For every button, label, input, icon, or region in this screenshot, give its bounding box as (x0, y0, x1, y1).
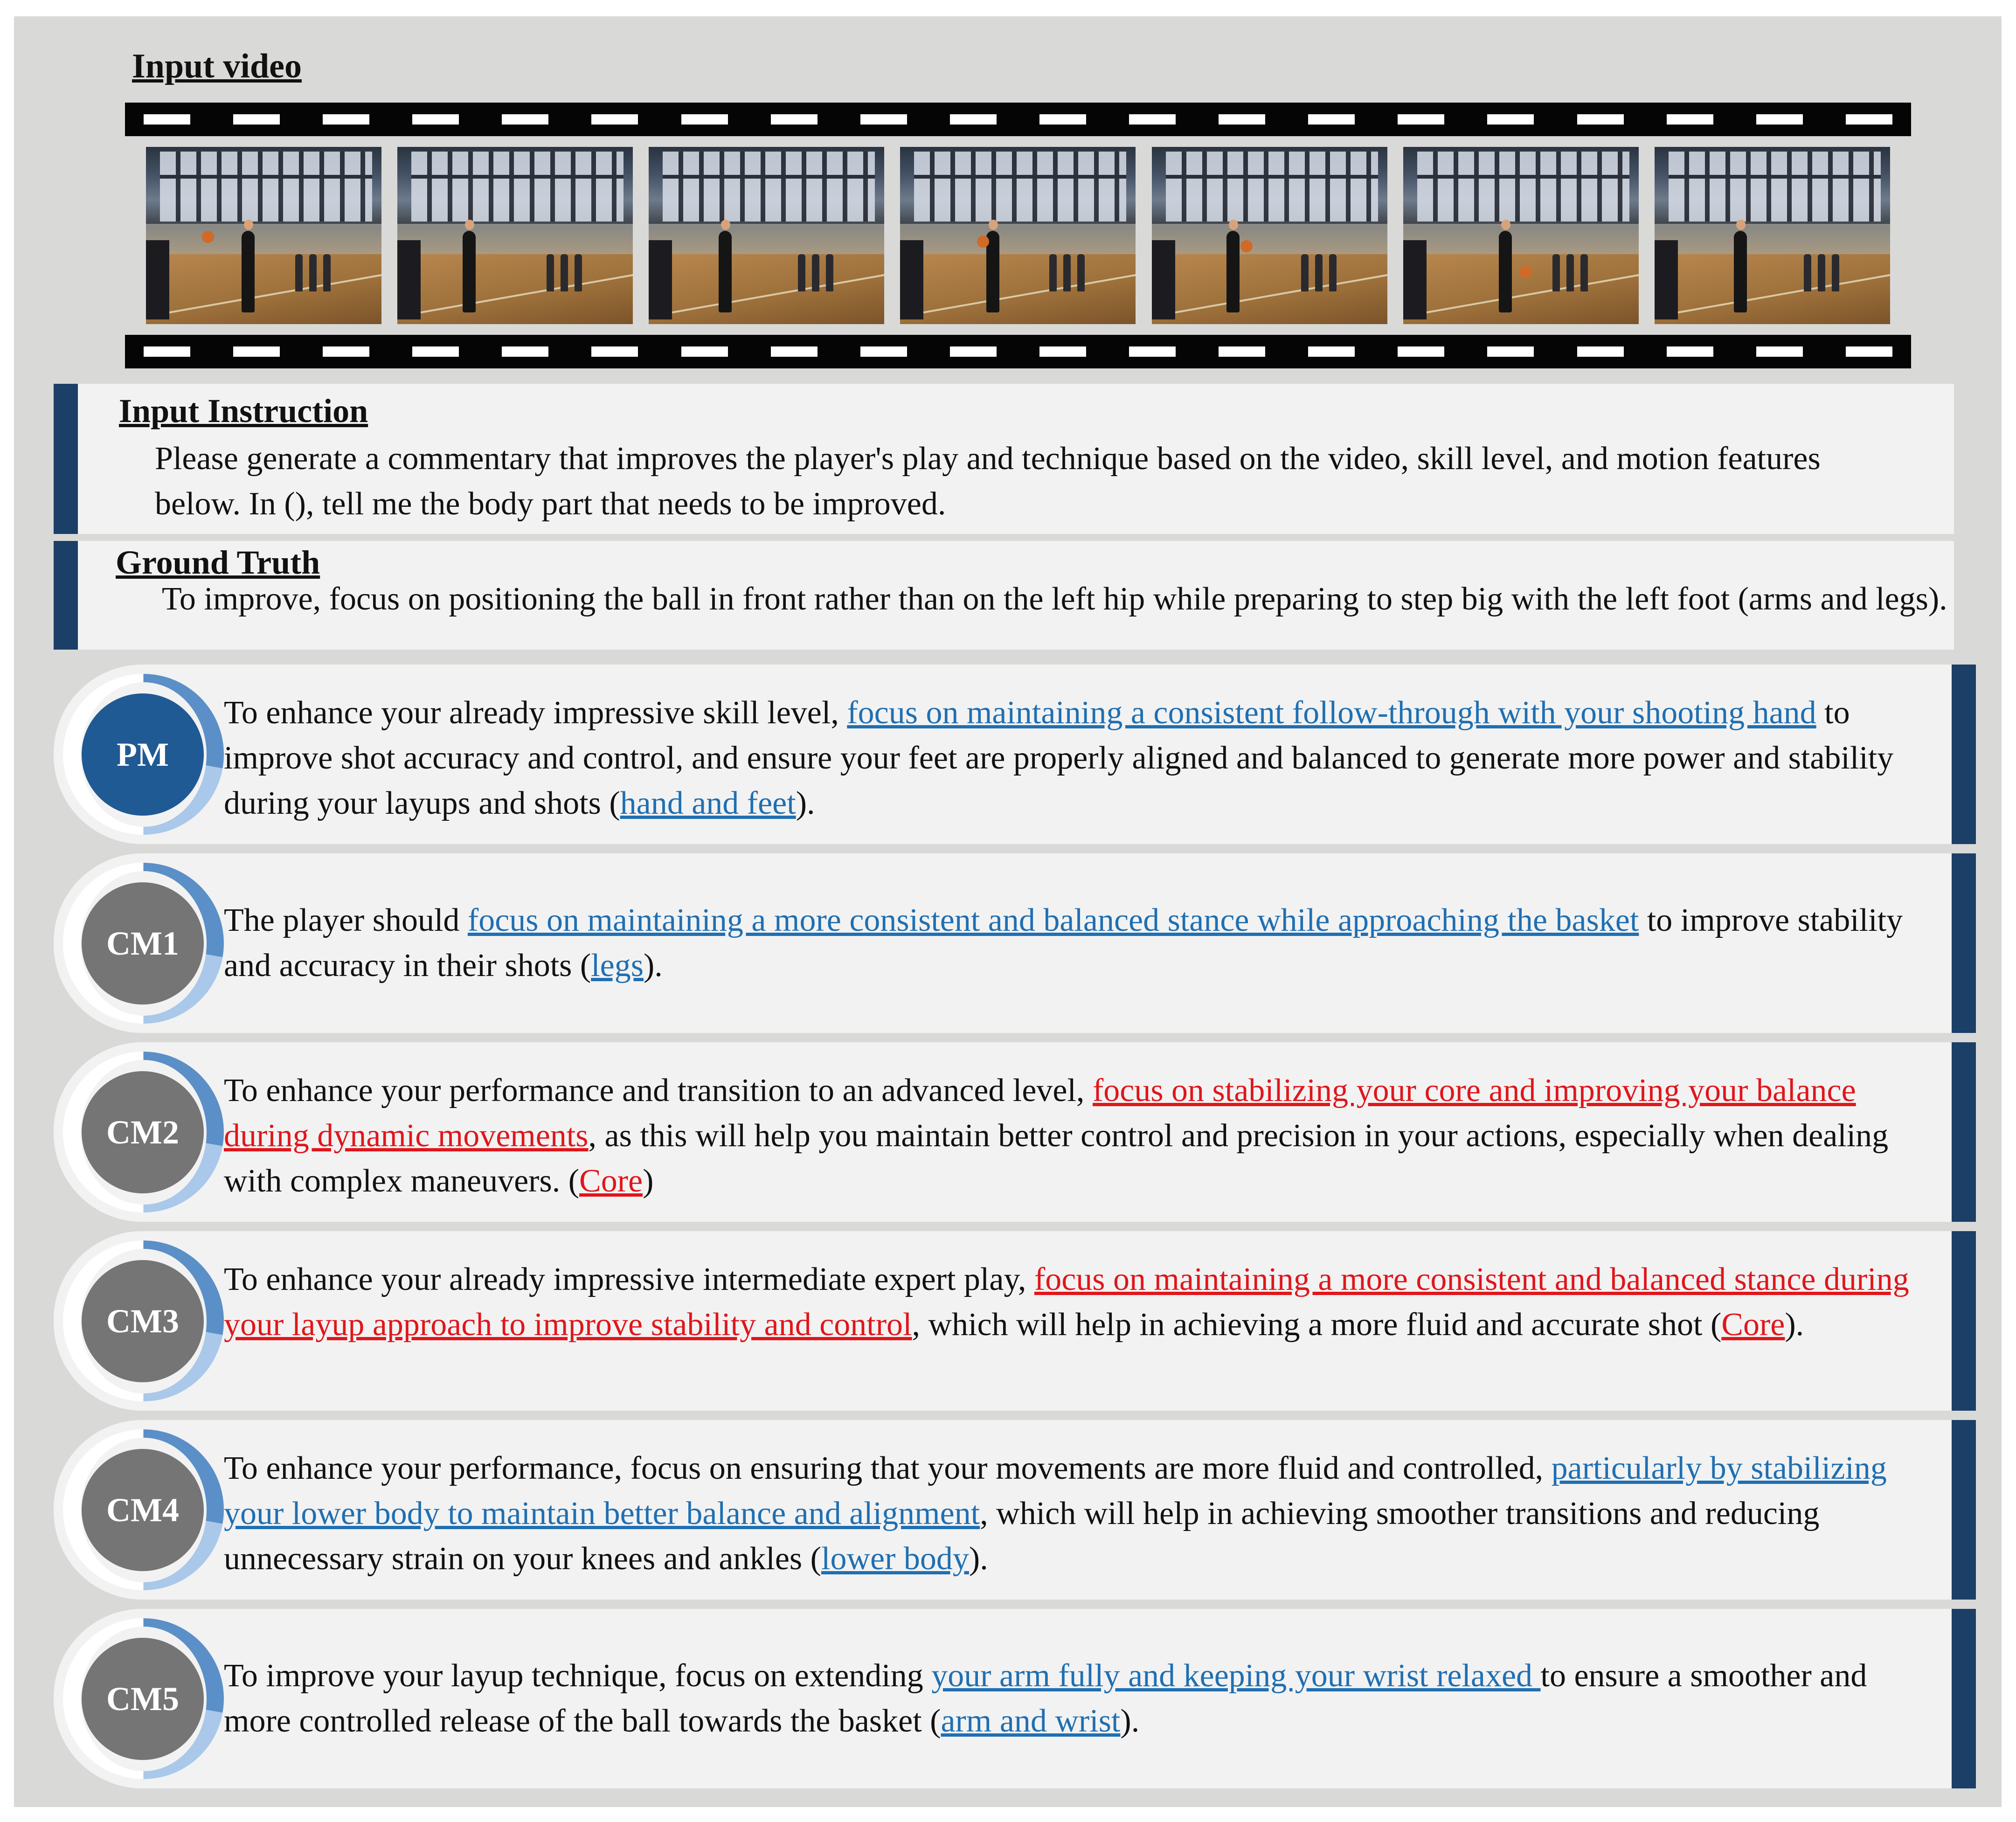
model-output-text (224, 1446, 1933, 1581)
ground-truth-text: To improve, focus on positioning the ball in front rather than on the left hip while preparing to step big with the left foot (arms and legs). (162, 581, 1947, 617)
sprocket-hole (860, 346, 907, 357)
text-segment: To enhance your performance, focus on ensuring that your movements are more fluid and controlled, (224, 1450, 1552, 1486)
text-segment: ). (1120, 1703, 1140, 1739)
text-segment: To enhance your already impressive intermediate expert play, (224, 1261, 1034, 1297)
model-output-text (224, 1068, 1933, 1204)
video-frame (649, 147, 884, 324)
highlighted-segment: particularly by stabilizing your lower body to maintain better balance and alignment (224, 1450, 1887, 1531)
video-frame (397, 147, 633, 324)
text-segment: , as this will help you maintain better control and precision in your actions, especially when dealing with complex maneuvers. ( (224, 1118, 1889, 1199)
gym-windows (1669, 152, 1881, 222)
gym-side-wall (1152, 240, 1175, 319)
highlighted-segment: lower body (821, 1541, 969, 1577)
model-row-cm3 (54, 1231, 1952, 1411)
sprocket-hole (681, 114, 728, 125)
sprocket-hole (233, 346, 280, 357)
instruction-accent-bar (54, 384, 78, 534)
sprocket-hole (1219, 114, 1265, 125)
sprocket-hole (1308, 346, 1355, 357)
gym-side-wall (146, 240, 169, 319)
gym-windows (1417, 152, 1629, 222)
filmstrip (125, 103, 1911, 368)
sprocket-hole (1846, 346, 1892, 357)
gym-window-frame (914, 175, 1126, 179)
model-row-pm (54, 665, 1952, 844)
sprocket-hole (1129, 114, 1176, 125)
gym-windows (663, 152, 875, 222)
spectator (1063, 254, 1071, 291)
model-row-accent-bar (1952, 1420, 1976, 1600)
sprocket-hole (1577, 114, 1624, 125)
sprocket-hole (502, 114, 548, 125)
text-segment: ). (1785, 1307, 1804, 1343)
highlighted-segment: focus on stabilizing your core and improving your balance during dynamic movements (224, 1073, 1856, 1154)
spectator (1049, 254, 1057, 291)
gym-side-wall (649, 240, 672, 319)
spectator (1301, 254, 1309, 291)
sprocket-hole (1398, 346, 1444, 357)
basketball-player (242, 231, 255, 312)
gym-window-frame (1669, 175, 1881, 179)
gym-wall (1655, 224, 1890, 256)
spectator (1566, 254, 1574, 291)
model-row-cm5 (54, 1609, 1952, 1788)
model-output-text (224, 898, 1933, 988)
gym-window-frame (160, 175, 372, 179)
text-segment: ). (969, 1541, 988, 1577)
gym-windows (914, 152, 1126, 222)
input-instruction-text: Please generate a commentary that improves the player's play and technique based on the video, skill level, and motion features below. In (), tell me the body part that needs to be improved. (155, 441, 1821, 522)
highlighted-segment: arm and wrist (941, 1703, 1121, 1739)
model-badge: CM4 (82, 1449, 204, 1571)
model-row-accent-bar (1952, 1042, 1976, 1222)
model-badge: CM5 (82, 1638, 204, 1760)
text-segment: ) (643, 1163, 654, 1199)
input-instruction-box (54, 384, 1954, 534)
video-frame (146, 147, 381, 324)
gym-window-frame (663, 175, 875, 179)
sprocket-hole (144, 114, 190, 125)
spectator (798, 254, 805, 291)
gym-floor (649, 254, 884, 324)
text-segment: To improve your layup technique, focus on extending (224, 1658, 932, 1694)
sprocket-hole (1846, 114, 1892, 125)
spectator (1832, 254, 1839, 291)
spectator (1804, 254, 1811, 291)
spectator (1818, 254, 1825, 291)
highlighted-segment: focus on maintaining a consistent follow-through with your shooting hand (847, 695, 1816, 731)
gym-side-wall (1655, 240, 1678, 319)
sprocket-hole (950, 346, 997, 357)
sprocket-holes-top (144, 114, 1892, 125)
gym-windows (1166, 152, 1378, 222)
highlighted-segment: legs (591, 948, 644, 984)
gym-side-wall (1403, 240, 1427, 319)
sprocket-hole (771, 114, 817, 125)
text-segment: ). (643, 948, 663, 984)
model-badge: PM (82, 693, 204, 816)
gym-wall (397, 224, 633, 256)
sprocket-hole (1219, 346, 1265, 357)
basketball-player (1499, 231, 1512, 312)
sprocket-hole (323, 114, 369, 125)
sprocket-holes-bottom (144, 346, 1892, 357)
video-frame (900, 147, 1136, 324)
spectator (812, 254, 819, 291)
text-segment: to improve stability and accuracy in their shots ( (224, 902, 1903, 984)
sprocket-hole (1487, 114, 1534, 125)
ground-truth-title: Ground Truth (116, 544, 320, 581)
input-video-title: Input video (132, 47, 302, 85)
spectator (826, 254, 833, 291)
gym-wall (1403, 224, 1639, 256)
video-frame (1152, 147, 1387, 324)
text-segment: To enhance your performance and transition to an advanced level, (224, 1073, 1093, 1108)
gym-wall (649, 224, 884, 256)
model-row-cm2 (54, 1042, 1952, 1222)
gym-floor (900, 254, 1136, 324)
gym-floor (1152, 254, 1387, 324)
basketball (1520, 266, 1532, 278)
gym-wall (146, 224, 381, 256)
filmstrip-top-band (125, 103, 1911, 136)
basketball (1240, 240, 1253, 252)
highlighted-segment: hand and feet (620, 785, 796, 821)
model-output-text (224, 690, 1933, 826)
input-instruction-title: Input Instruction (119, 392, 368, 430)
text-segment: , which will help in achieving a more fluid and accurate shot ( (912, 1307, 1722, 1343)
spectator (323, 254, 331, 291)
sprocket-hole (1129, 346, 1176, 357)
sprocket-hole (144, 346, 190, 357)
model-row-cm1 (54, 853, 1952, 1033)
spectator (309, 254, 317, 291)
gym-windows (411, 152, 624, 222)
text-segment: to improve shot accuracy and control, and ensure your feet are properly aligned and balanced to generate more power and stability during your layups and shots ( (224, 695, 1894, 821)
sprocket-hole (1398, 114, 1444, 125)
gym-floor (146, 254, 381, 324)
video-frame (1655, 147, 1890, 324)
sprocket-hole (1667, 114, 1713, 125)
gym-window-frame (1417, 175, 1629, 179)
spectator (561, 254, 568, 291)
spectator (1329, 254, 1337, 291)
gym-floor (397, 254, 633, 324)
basketball-player (463, 231, 476, 312)
sprocket-hole (771, 346, 817, 357)
video-frame (1403, 147, 1639, 324)
model-output-text (224, 1653, 1933, 1744)
sprocket-hole (412, 114, 459, 125)
gym-side-wall (397, 240, 421, 319)
gym-window-frame (411, 175, 624, 179)
model-badge: CM3 (82, 1260, 204, 1382)
sprocket-hole (1667, 346, 1713, 357)
model-output-text (224, 1257, 1933, 1347)
spectator (547, 254, 554, 291)
model-row-cm4 (54, 1420, 1952, 1600)
sprocket-hole (233, 114, 280, 125)
sprocket-hole (502, 346, 548, 357)
basketball-player (1734, 231, 1747, 312)
gym-windows (160, 152, 372, 222)
gym-wall (900, 224, 1136, 256)
text-segment: To enhance your already impressive skill level, (224, 695, 847, 731)
sprocket-hole (860, 114, 907, 125)
gym-window-frame (1166, 175, 1378, 179)
highlighted-segment: focus on maintaining a more consistent and balanced stance during your layup approach to improve stability and control (224, 1261, 1909, 1343)
text-segment: The player should (224, 902, 468, 938)
text-segment: ). (796, 785, 815, 821)
highlighted-segment: Core (579, 1163, 643, 1199)
spectator (295, 254, 303, 291)
spectator (1552, 254, 1560, 291)
sprocket-hole (950, 114, 997, 125)
sprocket-hole (1756, 114, 1803, 125)
sprocket-hole (1487, 346, 1534, 357)
model-row-accent-bar (1952, 853, 1976, 1033)
model-row-accent-bar (1952, 1609, 1976, 1788)
gym-floor (1403, 254, 1639, 324)
basketball-player (719, 231, 732, 312)
spectator (575, 254, 582, 291)
gym-wall (1152, 224, 1387, 256)
spectator (1077, 254, 1085, 291)
spectator (1580, 254, 1588, 291)
sprocket-hole (1756, 346, 1803, 357)
sprocket-hole (1577, 346, 1624, 357)
sprocket-hole (1039, 114, 1086, 125)
sprocket-hole (591, 114, 638, 125)
model-badge: CM2 (82, 1071, 204, 1193)
model-row-accent-bar (1952, 665, 1976, 844)
basketball-player (1226, 231, 1240, 312)
video-frames (146, 147, 1890, 324)
sprocket-hole (1308, 114, 1355, 125)
highlighted-segment: focus on maintaining a more consistent and balanced stance while approaching the basket (467, 902, 1639, 938)
spectator (1315, 254, 1323, 291)
model-badge: CM1 (82, 882, 204, 1005)
sprocket-hole (1039, 346, 1086, 357)
sprocket-hole (412, 346, 459, 357)
text-segment: , which will help in achieving smoother transitions and reducing unnecessary strain on your knees and ankles ( (224, 1496, 1820, 1577)
basketball (202, 231, 214, 243)
sprocket-hole (323, 346, 369, 357)
sprocket-hole (681, 346, 728, 357)
model-row-accent-bar (1952, 1231, 1976, 1411)
ground-truth-accent-bar (54, 541, 78, 650)
filmstrip-bottom-band (125, 335, 1911, 368)
highlighted-segment: Core (1721, 1307, 1785, 1343)
sprocket-hole (591, 346, 638, 357)
gym-side-wall (900, 240, 923, 319)
text-segment: to ensure a smoother and more controlled release of the ball towards the basket ( (224, 1658, 1867, 1739)
gym-floor (1655, 254, 1890, 324)
ground-truth-box (54, 541, 1954, 650)
highlighted-segment: your arm fully and keeping your wrist relaxed (931, 1658, 1541, 1694)
